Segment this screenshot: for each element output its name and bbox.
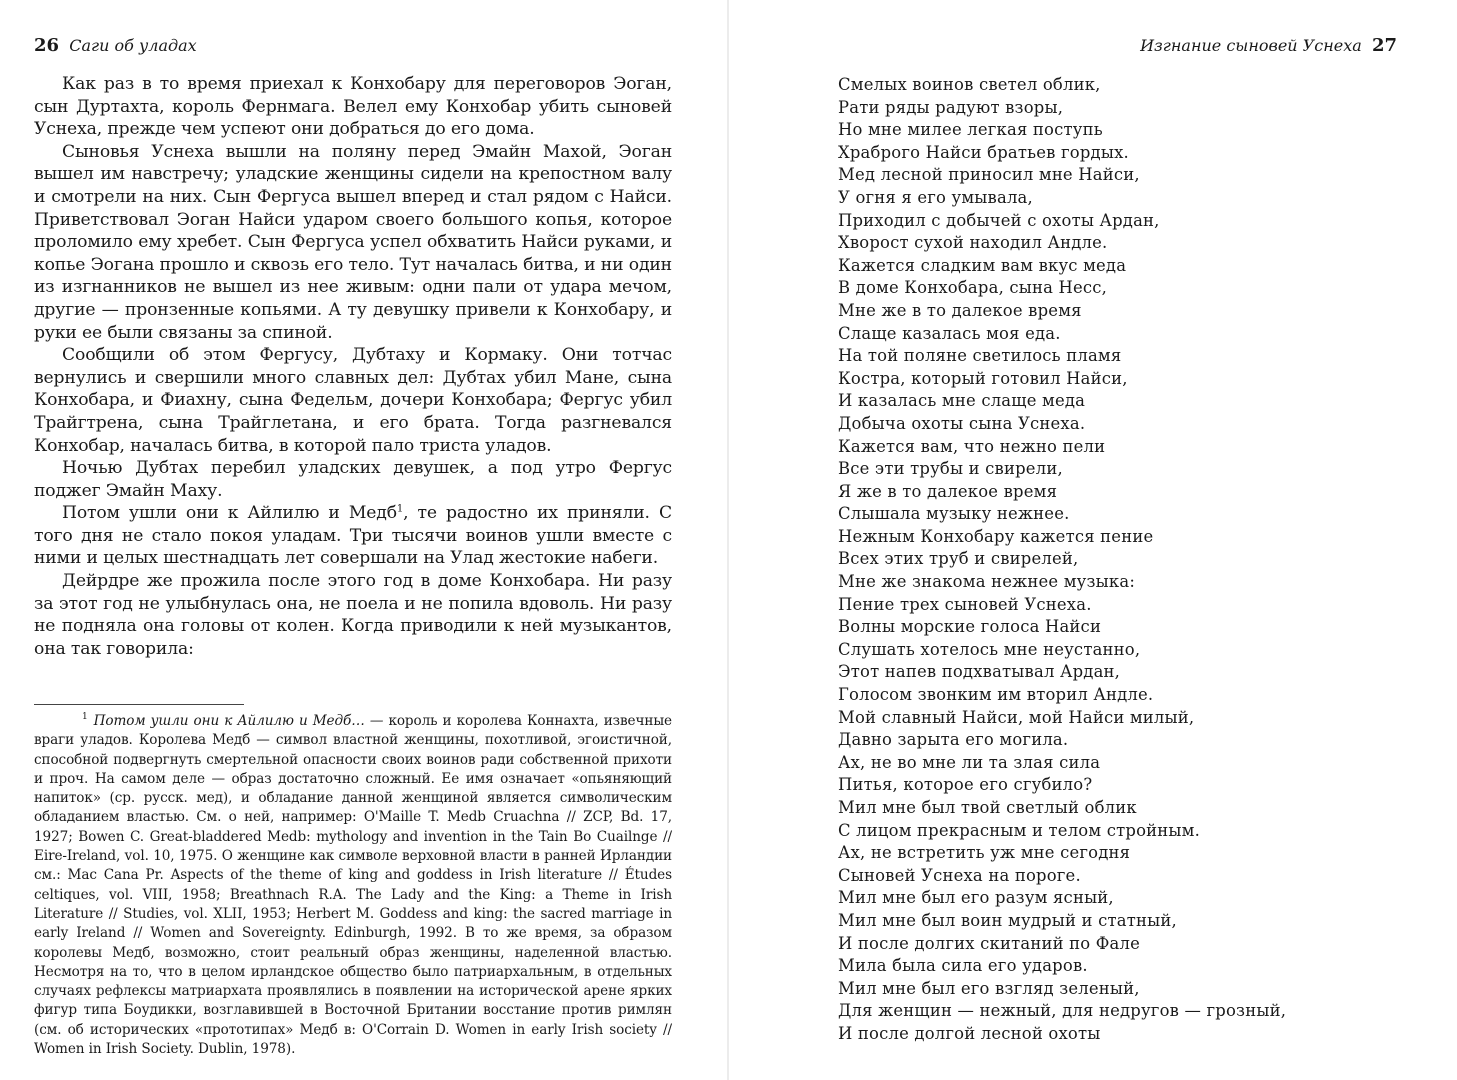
poem-line: Хворост сухой находил Андле. — [838, 233, 1108, 253]
poem-line: Рати ряды радуют взоры, — [838, 97, 1064, 117]
footnote-lead: Потом ушли они к Айлилю и Медб… — — [93, 713, 384, 729]
poem-line: Нежным Конхобару кажется пение — [838, 526, 1154, 546]
poem-line: На той поляне светилось пламя — [838, 346, 1122, 366]
poem-line: Мне же в то далекое время — [838, 300, 1082, 320]
footnote-text: король и королева Коннахта, извечные враги уладов. Королева Медб — символ властной женщины, похотливой, эгоистичной, способной подвергнуть смертельной опасности своих воинов ради собственной прихоти и проч. На самом деле — образ достаточно сложный. Ее имя означает «опьяняющий напиток» (ср. русск. мед), и обладание данной женщиной является символическим обладанием властью. См. о ней, например: O'Maille T. Medb Cruachna // ZCP, Bd. 17, 1927; Bowen C. Great-bladdered Medb: mythology and invention in the Tain Bo Cuailnge // Eire-Ireland, vol. 10, 1975. О женщине как символе верховной власти в ранней Ирландии см.: Mac Cana Pr. Aspects of the theme of king and goddess in Irish literature // Études celtiques, vol. VIII, 1958; Breathnach R.A. The Lady and the King: a Theme in Irish Literature // Studies, vol. XLII, 1953; Herbert M. Goddess and king: the sacred marriage in early Ireland // Women and Sovereignty. Edinburgh, 1992. В то же время, за образом королевы Медб, возможно, стоит реальный образ женщины, наделенной властью. Несмотря на то, что в целом ирландское общество было патриархальным, в отдельных случаях рефлексы матриархата проявлялись в появлении на исторической арене ярких фигур типа Боудикки, возглавившей в Восточной Британии восстание против римлян (см. об исторических «прототипах» Медб в: O'Corrain D. Women in early Irish society // Women in Irish Society. Dublin, 1978). — [34, 713, 672, 1058]
poem-line: Приходил с добычей с охоты Ардан, — [838, 210, 1160, 230]
footnote-mark: 1 — [82, 712, 88, 723]
poem-line: Но мне милее легкая поступь — [838, 120, 1103, 140]
poem-line: Смелых воинов светел облик, — [838, 75, 1101, 94]
poem-line: Кажется сладким вам вкус меда — [838, 255, 1127, 275]
left-page — [0, 0, 728, 1080]
poem-line: Слаще казалась моя еда. — [838, 323, 1061, 343]
paragraph: Ночью Дубтах перебил уладских девушек, а под утро Фергус поджег Эмайн Маху. — [34, 458, 672, 501]
poem-line: Все эти трубы и свирели, — [838, 459, 1063, 479]
poem-line: Давно зарыта его могила. — [838, 730, 1069, 750]
poem-line: Мил мне был его взгляд зеленый, — [838, 978, 1140, 998]
poem-line: Слушать хотелось мне неустанно, — [838, 639, 1141, 659]
paragraph-head: Потом ушли они к Айлилю и Медб — [62, 503, 397, 524]
poem-line: Костра, который готовил Найси, — [838, 368, 1128, 388]
poem-line: Кажется вам, что нежно пели — [838, 436, 1106, 456]
right-running-header — [1140, 36, 1397, 56]
poem-line: Голосом звонким им вторил Андле. — [838, 685, 1154, 705]
poem-line: Слышала музыку нежнее. — [838, 504, 1070, 524]
right-page-number: 27 — [1371, 35, 1397, 56]
footnote-paragraph — [34, 712, 672, 1059]
poem-line: Ах, не во мне ли та злая сила — [838, 752, 1101, 772]
left-running-title: Саги об уладах — [69, 36, 197, 55]
poem-line: И после долгой лесной охоты — [838, 1023, 1101, 1043]
main-text — [34, 73, 672, 660]
poem-line: Этот напев подхватывал Ардан, — [838, 662, 1121, 682]
left-page-number: 26 — [34, 35, 60, 56]
paragraph-tail: , те радостно их приняли. — [403, 503, 650, 524]
footnote-separator — [34, 704, 244, 705]
poem-line: Я же в то далекое время — [838, 481, 1058, 501]
paragraph-with-footnote-ref — [34, 502, 672, 570]
poem-line: И после долгих скитаний по Фале — [838, 933, 1140, 953]
paragraph: С того дня не стало покоя уладам. Три тысячи воинов ушли вместе с ними и целых шестнадцать лет совершали на Улад жестокие набеги. — [34, 503, 672, 569]
paragraph: Как раз в то время приехал к Конхобару для переговоров Эоган, сын Дуртахта, король Фернмага. Велел ему Конхобар убить сыновей Уснеха, прежде чем успеют они добраться до его дома. — [34, 74, 672, 140]
poem-line: В доме Конхобара, сына Несс, — [838, 278, 1108, 298]
poem-line: Мой славный Найси, мой Найси милый, — [838, 707, 1195, 727]
poem-line: Храброго Найси братьев гордых. — [838, 142, 1129, 162]
poem-line: Волны морские голоса Найси — [838, 617, 1102, 637]
poem-line: Сыновей Уснеха на пороге. — [838, 865, 1081, 885]
right-running-title: Изгнание сыновей Уснеха — [1140, 36, 1362, 55]
poem-line: Мил мне был его разум ясный, — [838, 888, 1114, 908]
footnote-reference: 1 — [396, 503, 404, 515]
paragraph: Сообщили об этом Фергусу, Дубтаху и Кормаку. Они тотчас вернулись и свершили много славных дел: Дубтах убил Мане, сына Конхобара, и Фиахну, сына Федельм, дочери Конхобара; Фергус убил Трайгтрена, сына Трайглетана, и его брата. Тогда разгневался Конхобар, началась битва, в которой пало триста уладов. — [34, 345, 672, 456]
poem-line: Мила была сила его ударов. — [838, 956, 1088, 976]
poem-line: Мне же знакома нежнее музыка: — [838, 572, 1136, 592]
poem-line: Пение трех сыновей Уснеха. — [838, 594, 1092, 614]
poem-line: И казалась мне слаще меда — [838, 391, 1086, 411]
poem-line: Питья, которое его сгубило? — [838, 775, 1093, 795]
poem-line: С лицом прекрасным и телом стройным. — [838, 820, 1200, 840]
poem-line: Для женщин — нежный, для недругов — грозный, — [838, 1001, 1287, 1021]
poem-line: У огня я его умывала, — [838, 187, 1033, 207]
poem-line: Ах, не встретить уж мне сегодня — [838, 843, 1131, 863]
poem-line: Мед лесной приносил мне Найси, — [838, 165, 1140, 185]
footnote — [34, 712, 672, 1059]
left-running-header — [34, 36, 197, 56]
poem-line: Всех этих труб и свирелей, — [838, 549, 1079, 569]
poem — [838, 74, 1438, 1046]
paragraph: Дейрдре же прожила после этого год в доме Конхобара. Ни разу за этот год не улыбнулась она, не поела и не попила вдоволь. Ни разу не подняла она головы от колен. Когда приводили к ней музыкантов, она так говорила: — [34, 571, 672, 659]
poem-line: Добыча охоты сына Уснеха. — [838, 413, 1086, 433]
poem-line: Мил мне был твой светлый облик — [838, 798, 1137, 817]
poem-line: Мил мне был воин мудрый и статный, — [838, 910, 1177, 930]
paragraph: Сыновья Уснеха вышли на поляну перед Эмайн Махой, Эоган вышел им навстречу; уладские женщины сидели на крепостном валу и смотрели на них. Сын Фергуса вышел вперед и стал рядом с Найси. Приветствовал Эоган Найси ударом своего большого копья, которое проломило ему хребет. Сын Фергуса успел обхватить Найси руками, и копье Эогана прошло и сквозь его тело. Тут началась битва, и ни один из изгнанников не вышел из нее живым: одни пали от удара мечом, другие — пронзенные копьями. А ту девушку привели к Конхобару, и руки ее были связаны за спиной. — [34, 141, 672, 343]
